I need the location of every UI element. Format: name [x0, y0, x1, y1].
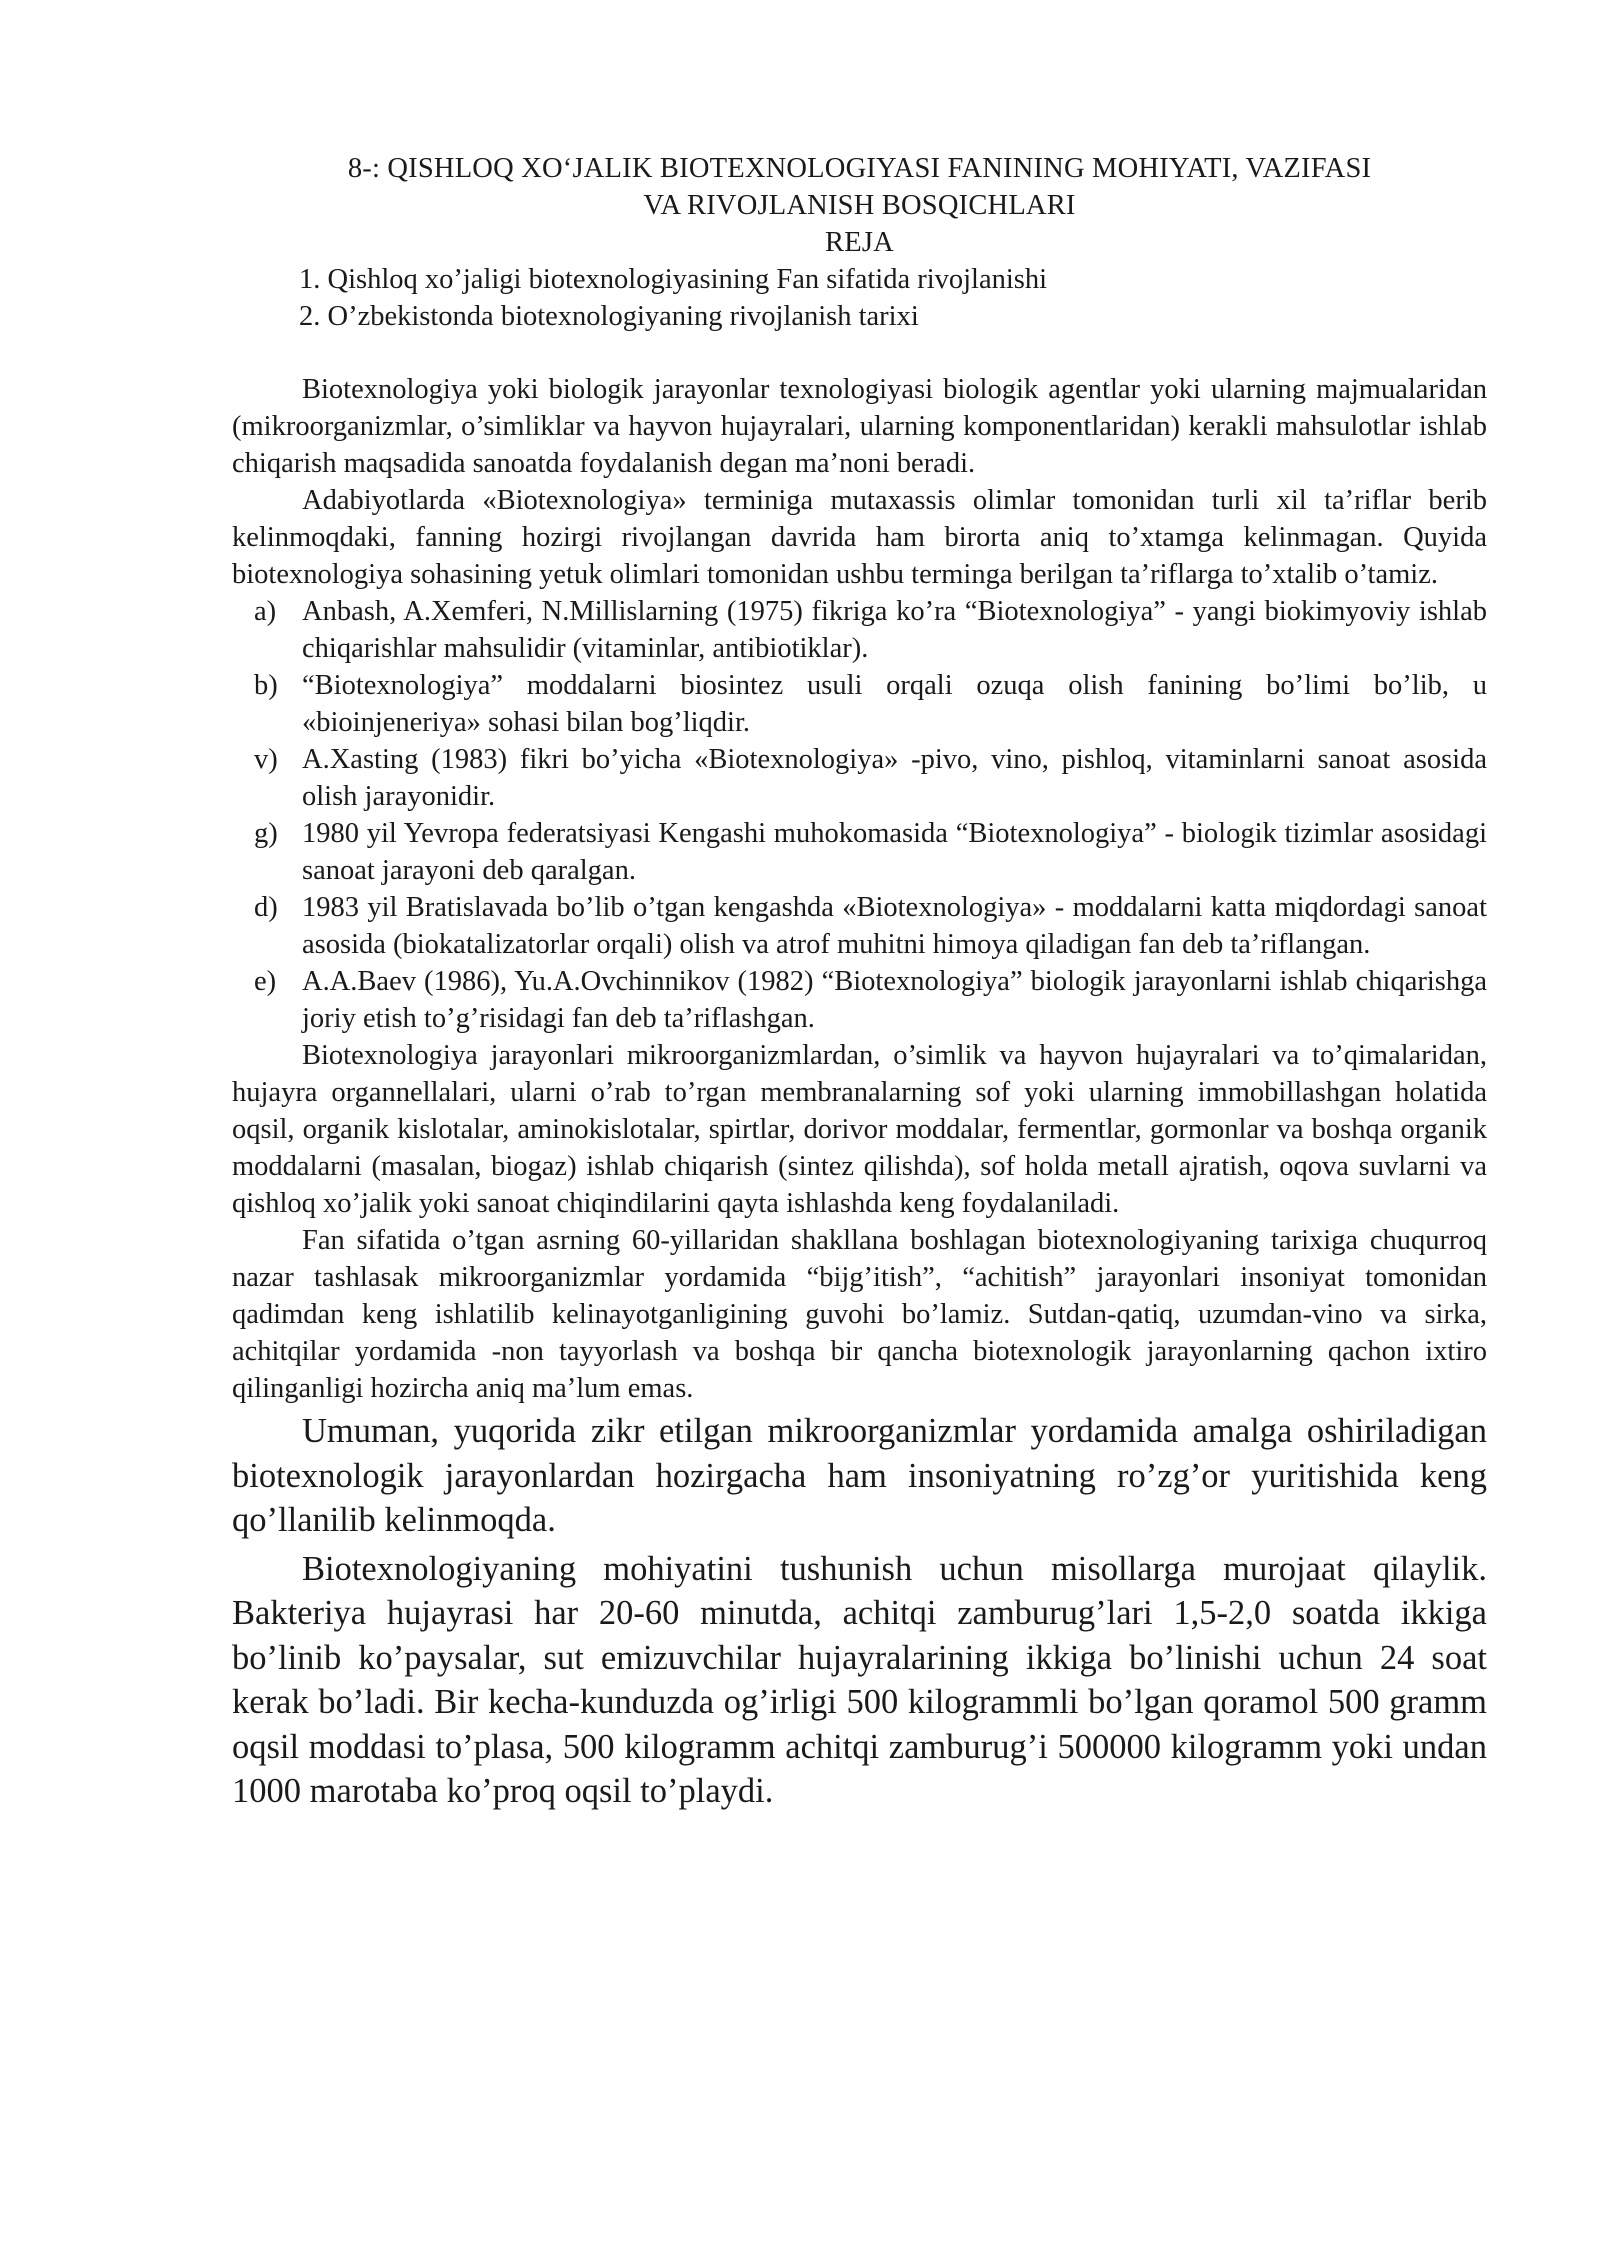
title-line-2: VA RIVOJLANISH BOSQICHLARI: [643, 190, 1076, 221]
definitions-list: [232, 593, 1487, 1037]
definition-text: Anbash, A.Xemferi, N.Millislarning (1975) fikriga ko’ra “Biotexnologiya” - yangi biokimyoviy ishlab chiqarishlar mahsulidir (vitaminlar, antibiotiklar).: [302, 596, 1487, 664]
definition-marker: b): [254, 670, 278, 701]
definition-text: A.A.Baev (1986), Yu.A.Ovchinnikov (1982) “Biotexnologiya” biologik jarayonlarni ishlab chiqarishga joriy etish to’g’risidagi fan deb ta’riflashgan.: [302, 966, 1487, 1034]
document-title: [232, 150, 1487, 261]
definition-item: [232, 593, 1487, 667]
plan-item: 1. Qishloq xo’jaligi biotexnologiyasining Fan sifatida rivojlanishi: [299, 264, 1048, 295]
title-line-1: 8-: QISHLOQ XO‘JALIK BIOTEXNOLOGIYASI FANINING MOHIYATI, VAZIFASI: [347, 153, 1372, 184]
definitions-intro-paragraph: Adabiyotlarda «Biotexnologiya» terminiga mutaxassis olimlar tomonidan turli xil ta’riflar berib kelinmoqdaki, fanning hozirgi rivojlangan davrida ham birorta aniq to’xtamga kelinmagan. Quyida biotexnologiya sohasining yetuk olimlari tomonidan ushbu terminga berilgan ta’riflarga to’xtalib o’tamiz.: [232, 485, 1487, 590]
plan-list: [232, 261, 1487, 335]
definition-text: 1983 yil Bratislavada bo’lib o’tgan kengashda «Biotexnologiya» - moddalarni katta miqdordagi sanoat asosida (biokatalizatorlar orqali) olish va atrof muhitni himoya qiladigan fan deb ta’riflangan.: [302, 892, 1487, 960]
definition-text: 1980 yil Yevropa federatsiyasi Kengashi muhokomasida “Biotexnologiya” - biologik tizimlar asosidagi sanoat jarayoni deb qaralgan.: [302, 818, 1487, 886]
definition-marker: e): [254, 966, 277, 997]
body-paragraph: Biotexnologiya jarayonlari mikroorganizmlardan, o’simlik va hayvon hujayralari va to’qimalaridan, hujayra organnellalari, ularni o’rab to’rgan membranalarning sof yoki ularning immobillashgan holatida oqsil, organik kislotalar, aminokislotalar, spirtlar, dorivor moddalar, fermentlar, gormonlar va boshqa organik moddalarni (masalan, biogaz) ishlab chiqarish (sintez qilishda), sof holda metall ajratish, oqova suvlarni va qishloq xo’jalik yoki sanoat chiqindilarini qayta ishlashda keng foydalaniladi.: [232, 1040, 1487, 1219]
intro-paragraph: Biotexnologiya yoki biologik jarayonlar texnologiyasi biologik agentlar yoki ularning majmualaridan (mikroorganizmlar, o’simliklar va hayvon hujayralari, ularning komponentlaridan) kerakli mahsulotlar ishlab chiqarish maqsadida sanoatda foydalanish degan ma’noni beradi.: [232, 374, 1487, 479]
definition-marker: a): [254, 596, 277, 627]
body-paragraph: Fan sifatida o’tgan asrning 60-yillaridan shakllana boshlagan biotexnologiyaning tarixiga chuqurroq nazar tashlasak mikroorganizmlar yordamida “bijg’itish”, “achitish” jarayonlari insoniyat tomonidan qadimdan keng ishlatilib kelinayotganligining guvohi bo’lamiz. Sutdan-qatiq, uzumdan-vino va sirka, achitqilar yordamida -non tayyorlash va boshqa bir qancha biotexnologik jarayonlarning qachon ixtiro qilinganligi hozircha aniq ma’lum emas.: [232, 1225, 1487, 1404]
document-content: [232, 150, 1487, 1814]
definition-text: A.Xasting (1983) fikri bo’yicha «Biotexnologiya» -pivo, vino, pishloq, vitaminlarni sanoat asosida olish jarayonidir.: [302, 744, 1487, 812]
definition-marker: g): [254, 818, 278, 849]
large-paragraph: Umuman, yuqorida zikr etilgan mikroorganizmlar yordamida amalga oshiriladigan biotexnologik jarayonlardan hozirgacha ham insoniyatning ro’zg’or yuritishida keng qo’llanilib kelinmoqda.: [232, 1412, 1487, 1539]
definition-item: [232, 741, 1487, 815]
plan-item: 2. O’zbekistonda biotexnologiyaning rivojlanish tarixi: [299, 301, 919, 332]
definition-text: “Biotexnologiya” moddalarni biosintez usuli orqali ozuqa olish fanining bo’limi bo’lib, u «bioinjeneriya» sohasi bilan bog’liqdir.: [302, 670, 1487, 738]
definition-item: [232, 889, 1487, 963]
definition-marker: d): [254, 892, 278, 923]
definition-item: [232, 963, 1487, 1037]
spacer: [232, 335, 1487, 371]
definition-marker: v): [254, 744, 278, 775]
plan-heading: REJA: [825, 227, 894, 258]
large-paragraph: Biotexnologiyaning mohiyatini tushunish uchun misollarga murojaat qilaylik. Bakteriya hujayrasi har 20-60 minutda, achitqi zamburug’lari 1,5-2,0 soatda ikkiga bo’linib ko’paysalar, sut emizuvchilar hujayralarining ikkiga bo’linishi uchun 24 soat kerak bo’ladi. Bir kecha-kunduzda og’irligi 500 kilogrammli bo’lgan qoramol 500 gramm oqsil moddasi to’plasa, 500 kilogramm achitqi zamburug’i 500000 kilogramm yoki undan 1000 marotaba ko’proq oqsil to’playdi.: [232, 1549, 1487, 1810]
large-text-section: [232, 1409, 1487, 1814]
definition-item: [232, 815, 1487, 889]
definition-item: [232, 667, 1487, 741]
